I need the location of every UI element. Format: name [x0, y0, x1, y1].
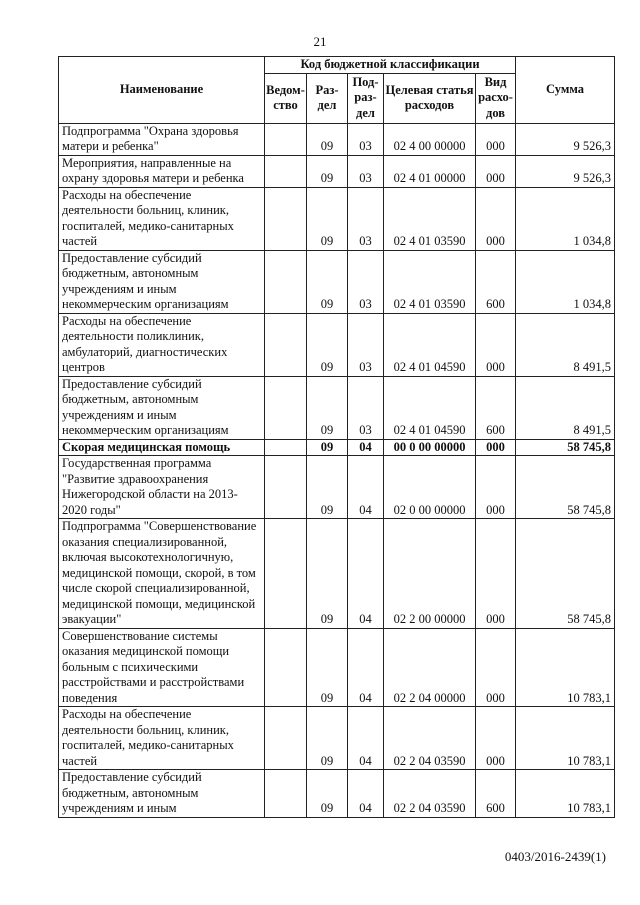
cell-name: Расходы на обеспечение деятельности поликлиник, амбулаторий, диагностических центров — [59, 313, 265, 376]
header-name: Наименование — [59, 57, 265, 124]
cell-name: Государственная программа "Развитие здравоохранения Нижегородской области на 2013-2020 годы" — [59, 456, 265, 519]
header-section: Раз-дел — [307, 73, 348, 123]
cell-target-item: 02 4 01 04590 — [384, 313, 476, 376]
cell-department — [265, 250, 307, 313]
cell-sum: 8 491,5 — [516, 313, 615, 376]
cell-name: Подпрограмма "Совершенствование оказания специализированной, включая высокотехнологичную, медицинской помощи, скорой, в том числе скорой специализированной, медицинской помощи, медицинской эвакуации" — [59, 519, 265, 629]
cell-subsection: 04 — [348, 707, 384, 770]
table-row — [59, 376, 615, 439]
cell-department — [265, 707, 307, 770]
header-subsection: Под-раз-дел — [348, 73, 384, 123]
table-row — [59, 519, 615, 629]
cell-expense-type: 600 — [476, 376, 516, 439]
cell-subsection: 04 — [348, 439, 384, 456]
cell-section: 09 — [307, 376, 348, 439]
cell-target-item: 02 4 01 00000 — [384, 155, 476, 187]
cell-name: Подпрограмма "Охрана здоровья матери и ребенка" — [59, 123, 265, 155]
cell-sum: 8 491,5 — [516, 376, 615, 439]
table-row — [59, 439, 615, 456]
table-row — [59, 313, 615, 376]
table-row — [59, 628, 615, 707]
cell-section: 09 — [307, 519, 348, 629]
header-expense-type: Вид расхо-дов — [476, 73, 516, 123]
cell-section: 09 — [307, 707, 348, 770]
cell-target-item: 02 4 01 03590 — [384, 250, 476, 313]
cell-sum: 58 745,8 — [516, 519, 615, 629]
cell-target-item: 02 4 00 00000 — [384, 123, 476, 155]
cell-subsection: 03 — [348, 155, 384, 187]
cell-target-item: 02 2 04 03590 — [384, 770, 476, 818]
cell-expense-type: 000 — [476, 123, 516, 155]
table-row — [59, 250, 615, 313]
cell-target-item: 02 2 04 03590 — [384, 707, 476, 770]
cell-sum: 10 783,1 — [516, 770, 615, 818]
cell-expense-type: 000 — [476, 439, 516, 456]
cell-section: 09 — [307, 123, 348, 155]
cell-target-item: 02 4 01 04590 — [384, 376, 476, 439]
page-number: 21 — [313, 34, 327, 49]
cell-name: Предоставление субсидий бюджетным, автономным учреждениям и иным некоммерческим организациям — [59, 250, 265, 313]
cell-subsection: 03 — [348, 376, 384, 439]
cell-target-item: 02 0 00 00000 — [384, 456, 476, 519]
cell-expense-type: 000 — [476, 628, 516, 707]
cell-section: 09 — [307, 250, 348, 313]
cell-target-item: 02 2 00 00000 — [384, 519, 476, 629]
cell-target-item: 02 2 04 00000 — [384, 628, 476, 707]
cell-department — [265, 770, 307, 818]
document-code: 0403/2016-2439(1) — [504, 849, 606, 864]
cell-expense-type: 600 — [476, 770, 516, 818]
table-row — [59, 155, 615, 187]
cell-department — [265, 628, 307, 707]
cell-department — [265, 155, 307, 187]
cell-department — [265, 456, 307, 519]
cell-sum: 10 783,1 — [516, 707, 615, 770]
cell-section: 09 — [307, 187, 348, 250]
cell-section: 09 — [307, 456, 348, 519]
table-row — [59, 770, 615, 818]
table-row — [59, 123, 615, 155]
cell-expense-type: 000 — [476, 155, 516, 187]
cell-section: 09 — [307, 770, 348, 818]
cell-subsection: 04 — [348, 628, 384, 707]
cell-section: 09 — [307, 313, 348, 376]
cell-sum: 58 745,8 — [516, 456, 615, 519]
cell-target-item: 00 0 00 00000 — [384, 439, 476, 456]
cell-department — [265, 313, 307, 376]
cell-name: Предоставление субсидий бюджетным, автономным учреждениям и иным — [59, 770, 265, 818]
header-target-item: Целевая статья расходов — [384, 73, 476, 123]
cell-subsection: 04 — [348, 456, 384, 519]
cell-section: 09 — [307, 628, 348, 707]
cell-target-item: 02 4 01 03590 — [384, 187, 476, 250]
cell-subsection: 03 — [348, 123, 384, 155]
cell-expense-type: 000 — [476, 456, 516, 519]
table-body — [59, 123, 615, 817]
cell-expense-type: 600 — [476, 250, 516, 313]
cell-expense-type: 000 — [476, 313, 516, 376]
cell-department — [265, 439, 307, 456]
table-row — [59, 456, 615, 519]
cell-name: Расходы на обеспечение деятельности больниц, клиник, госпиталей, медико-санитарных частей — [59, 707, 265, 770]
cell-subsection: 04 — [348, 519, 384, 629]
cell-subsection: 04 — [348, 770, 384, 818]
cell-expense-type: 000 — [476, 519, 516, 629]
cell-sum: 10 783,1 — [516, 628, 615, 707]
cell-name: Скорая медицинская помощь — [59, 439, 265, 456]
cell-section: 09 — [307, 155, 348, 187]
cell-section: 09 — [307, 439, 348, 456]
cell-sum: 9 526,3 — [516, 155, 615, 187]
cell-name: Мероприятия, направленные на охрану здоровья матери и ребенка — [59, 155, 265, 187]
budget-table — [58, 56, 615, 818]
table-row — [59, 187, 615, 250]
cell-sum: 1 034,8 — [516, 250, 615, 313]
cell-name: Расходы на обеспечение деятельности больниц, клиник, госпиталей, медико-санитарных частей — [59, 187, 265, 250]
cell-sum: 9 526,3 — [516, 123, 615, 155]
cell-sum: 1 034,8 — [516, 187, 615, 250]
cell-subsection: 03 — [348, 187, 384, 250]
cell-sum: 58 745,8 — [516, 439, 615, 456]
header-sum: Сумма — [516, 57, 615, 124]
cell-name: Совершенствование системы оказания медицинской помощи больным с психическими расстройствами и расстройствами поведения — [59, 628, 265, 707]
table-header — [59, 57, 615, 124]
table-row — [59, 707, 615, 770]
header-department: Ведом-ство — [265, 73, 307, 123]
cell-department — [265, 519, 307, 629]
header-code-group: Код бюджетной классификации — [265, 57, 516, 74]
cell-name: Предоставление субсидий бюджетным, автономным учреждениям и иным некоммерческим организациям — [59, 376, 265, 439]
cell-subsection: 03 — [348, 250, 384, 313]
cell-department — [265, 123, 307, 155]
cell-subsection: 03 — [348, 313, 384, 376]
cell-department — [265, 187, 307, 250]
cell-department — [265, 376, 307, 439]
cell-expense-type: 000 — [476, 707, 516, 770]
cell-expense-type: 000 — [476, 187, 516, 250]
